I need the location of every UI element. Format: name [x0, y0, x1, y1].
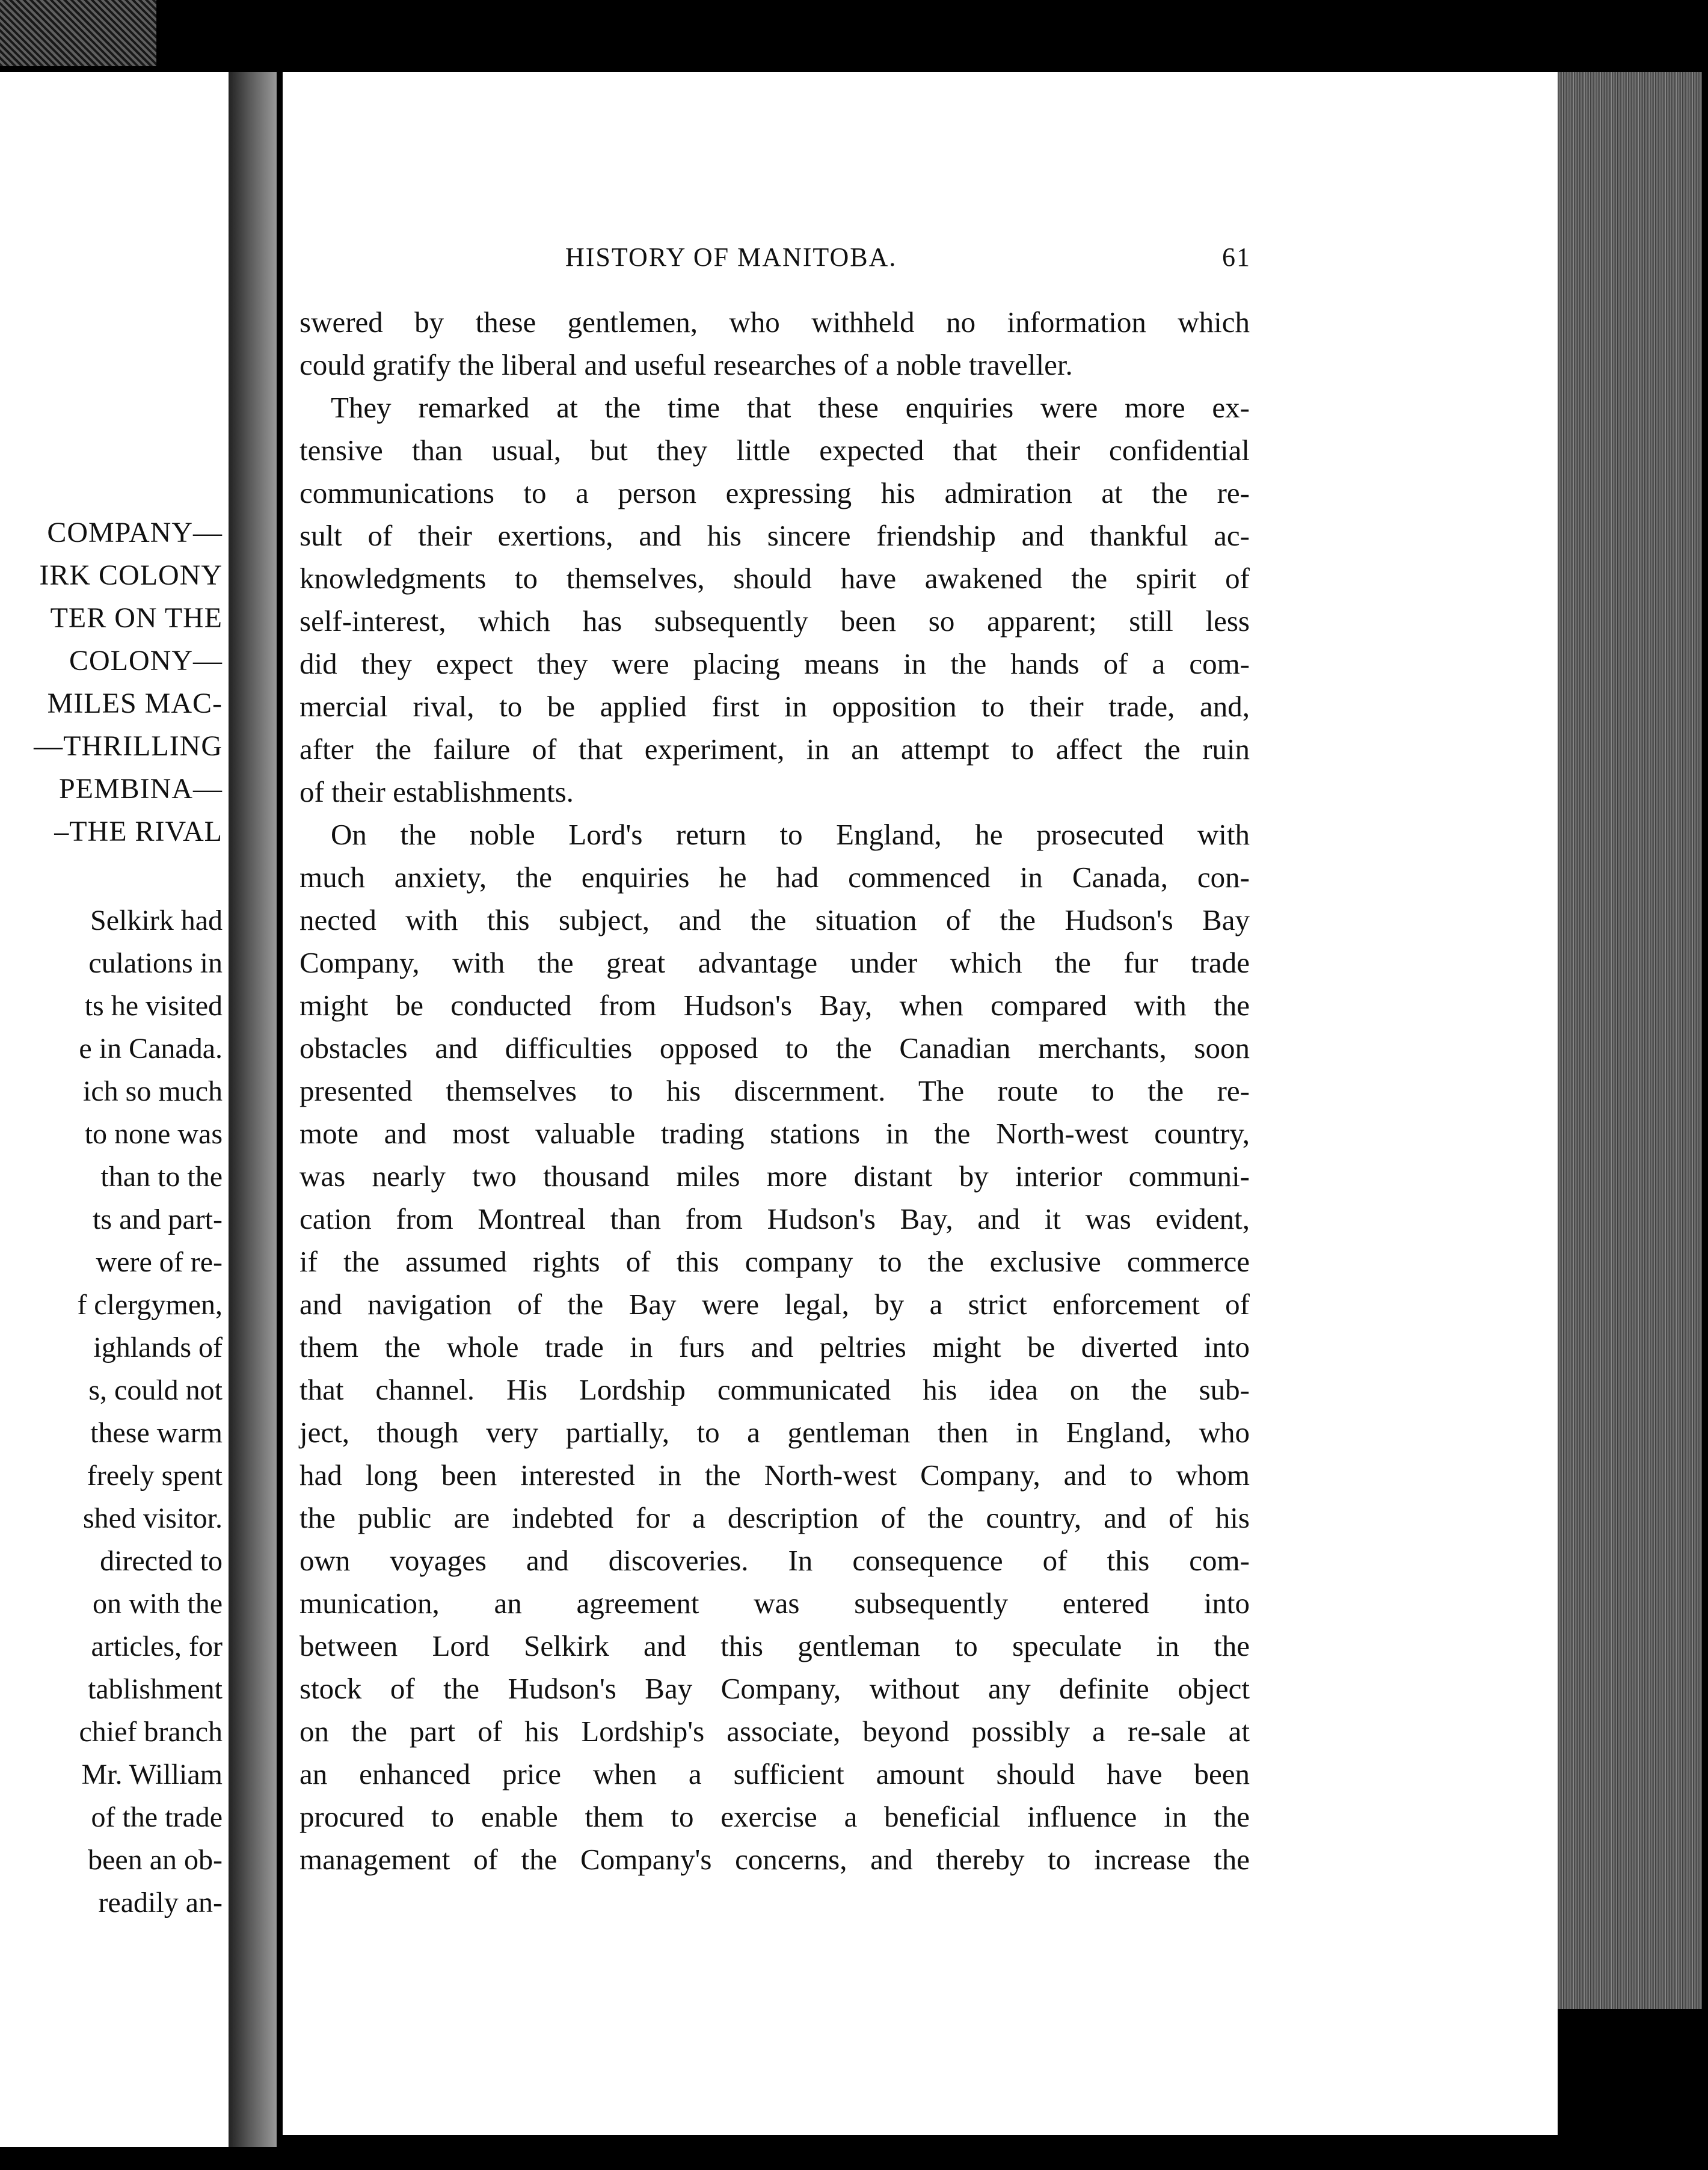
text-line: own voyages and discoveries. In consequence of this com-: [300, 1544, 1250, 1577]
text-line: communications to a person expressing his admiration at the re-: [300, 476, 1250, 509]
text-line: Company, with the great advantage under which the fur trade: [300, 946, 1250, 979]
left-body-line: Selkirk had: [90, 905, 223, 936]
left-body-line: f clergymen,: [77, 1289, 223, 1321]
left-body-line: Mr. William: [81, 1759, 223, 1790]
text-line: sult of their exertions, and his sincere friendship and thankful ac-: [300, 519, 1250, 552]
left-heading-line: MILES MAC-: [47, 687, 223, 719]
left-heading-line: COLONY—: [69, 645, 223, 677]
text-line: much anxiety, the enquiries he had commenced in Canada, con-: [300, 861, 1250, 894]
text-line: on the part of his Lordship's associate, beyond possibly a re-sale at: [300, 1715, 1250, 1748]
text-line: presented themselves to his discernment. The route to the re-: [300, 1074, 1250, 1107]
left-body-line: e in Canada.: [79, 1033, 223, 1065]
text-line: after the failure of that experiment, in an attempt to affect the ruin: [300, 733, 1250, 766]
left-body-line: on with the: [93, 1588, 223, 1620]
left-body-line: ighlands of: [93, 1332, 223, 1363]
text-line: between Lord Selkirk and this gentleman to speculate in the: [300, 1629, 1250, 1662]
text-line: They remarked at the time that these enquiries were more ex-: [331, 391, 1250, 424]
text-line: had long been interested in the North-west Company, and to whom: [300, 1458, 1250, 1492]
page-number: 61: [1222, 242, 1251, 272]
left-body-line: than to the: [100, 1161, 223, 1193]
left-body-line: were of re-: [96, 1246, 223, 1278]
text-line: swered by these gentlemen, who withheld no information which: [300, 306, 1250, 339]
text-line: knowledgments to themselves, should have awakened the spirit of: [300, 562, 1250, 595]
text-line: obstacles and difficulties opposed to the Canadian merchants, soon: [300, 1031, 1250, 1065]
text-line: them the whole trade in furs and peltries might be diverted into: [300, 1330, 1250, 1363]
running-title: HISTORY OF MANITOBA.: [565, 242, 897, 272]
text-line: mote and most valuable trading stations in the North-west country,: [300, 1117, 1250, 1150]
left-body-line: ts he visited: [84, 990, 223, 1022]
left-body-line: freely spent: [87, 1460, 223, 1492]
text-line: and navigation of the Bay were legal, by a strict enforcement of: [300, 1288, 1250, 1321]
page-body-text: [300, 301, 1250, 1881]
text-line: procured to enable them to exercise a beneficial influence in the: [300, 1800, 1250, 1833]
text-line: was nearly two thousand miles more distant by interior communi-: [300, 1160, 1250, 1193]
text-line: could gratify the liberal and useful researches of a noble traveller.: [300, 348, 1073, 381]
left-body-line: s, could not: [88, 1374, 223, 1406]
left-page-body: [0, 899, 223, 1924]
text-line: munication, an agreement was subsequently entered into: [300, 1587, 1250, 1620]
text-line: tensive than usual, but they little expected that their confidential: [300, 434, 1250, 467]
text-line: that channel. His Lordship communicated his idea on the sub-: [300, 1373, 1250, 1406]
text-line: self-interest, which has subsequently been so apparent; still less: [300, 604, 1250, 638]
text-line: On the noble Lord's return to England, he prosecuted with: [331, 818, 1250, 851]
left-body-line: shed visitor.: [82, 1502, 223, 1534]
left-body-line: readily an-: [98, 1887, 223, 1919]
left-page-chapter-summary: [0, 511, 223, 853]
left-heading-line: TER ON THE: [50, 602, 223, 634]
left-body-line: to none was: [84, 1118, 223, 1150]
text-line: of their establishments.: [300, 775, 574, 808]
left-body-line: of the trade: [91, 1801, 223, 1833]
text-line: stock of the Hudson's Bay Company, without any definite object: [300, 1672, 1250, 1705]
left-body-line: culations in: [88, 947, 223, 979]
left-page: [0, 72, 229, 2147]
text-line: mercial rival, to be applied first in opposition to their trade, and,: [300, 690, 1250, 723]
text-line: cation from Montreal than from Hudson's Bay, and it was evident,: [300, 1202, 1250, 1235]
left-body-line: chief branch: [79, 1716, 223, 1748]
left-body-line: ts and part-: [93, 1203, 223, 1235]
left-body-line: been an ob-: [88, 1844, 223, 1876]
text-line: an enhanced price when a sufficient amount should have been: [300, 1757, 1250, 1790]
left-body-line: these warm: [90, 1417, 223, 1449]
book-gutter: [229, 72, 277, 2147]
left-heading-line: –THE RIVAL: [54, 816, 223, 847]
text-line: nected with this subject, and the situation of the Hudson's Bay: [300, 903, 1250, 936]
left-heading-line: COMPANY—: [47, 517, 223, 549]
text-line: did they expect they were placing means in the hands of a com-: [300, 647, 1250, 680]
left-heading-line: IRK COLONY: [39, 559, 223, 591]
text-line: management of the Company's concerns, and thereby to increase the: [300, 1843, 1250, 1876]
left-body-line: articles, for: [91, 1631, 223, 1662]
left-heading-line: PEMBINA—: [58, 773, 223, 805]
text-line: the public are indebted for a description of the country, and of his: [300, 1501, 1250, 1534]
scan-artifact: [0, 0, 156, 66]
text-line: might be conducted from Hudson's Bay, when compared with the: [300, 989, 1250, 1022]
left-body-line: directed to: [100, 1545, 223, 1577]
text-line: ject, though very partially, to a gentleman then in England, who: [300, 1416, 1250, 1449]
page-edges: [1558, 72, 1702, 2009]
left-body-line: tablishment: [88, 1673, 223, 1705]
left-heading-line: —THRILLING: [34, 730, 223, 762]
text-line: if the assumed rights of this company to the exclusive commerce: [300, 1245, 1250, 1278]
left-body-line: ich so much: [83, 1075, 223, 1107]
